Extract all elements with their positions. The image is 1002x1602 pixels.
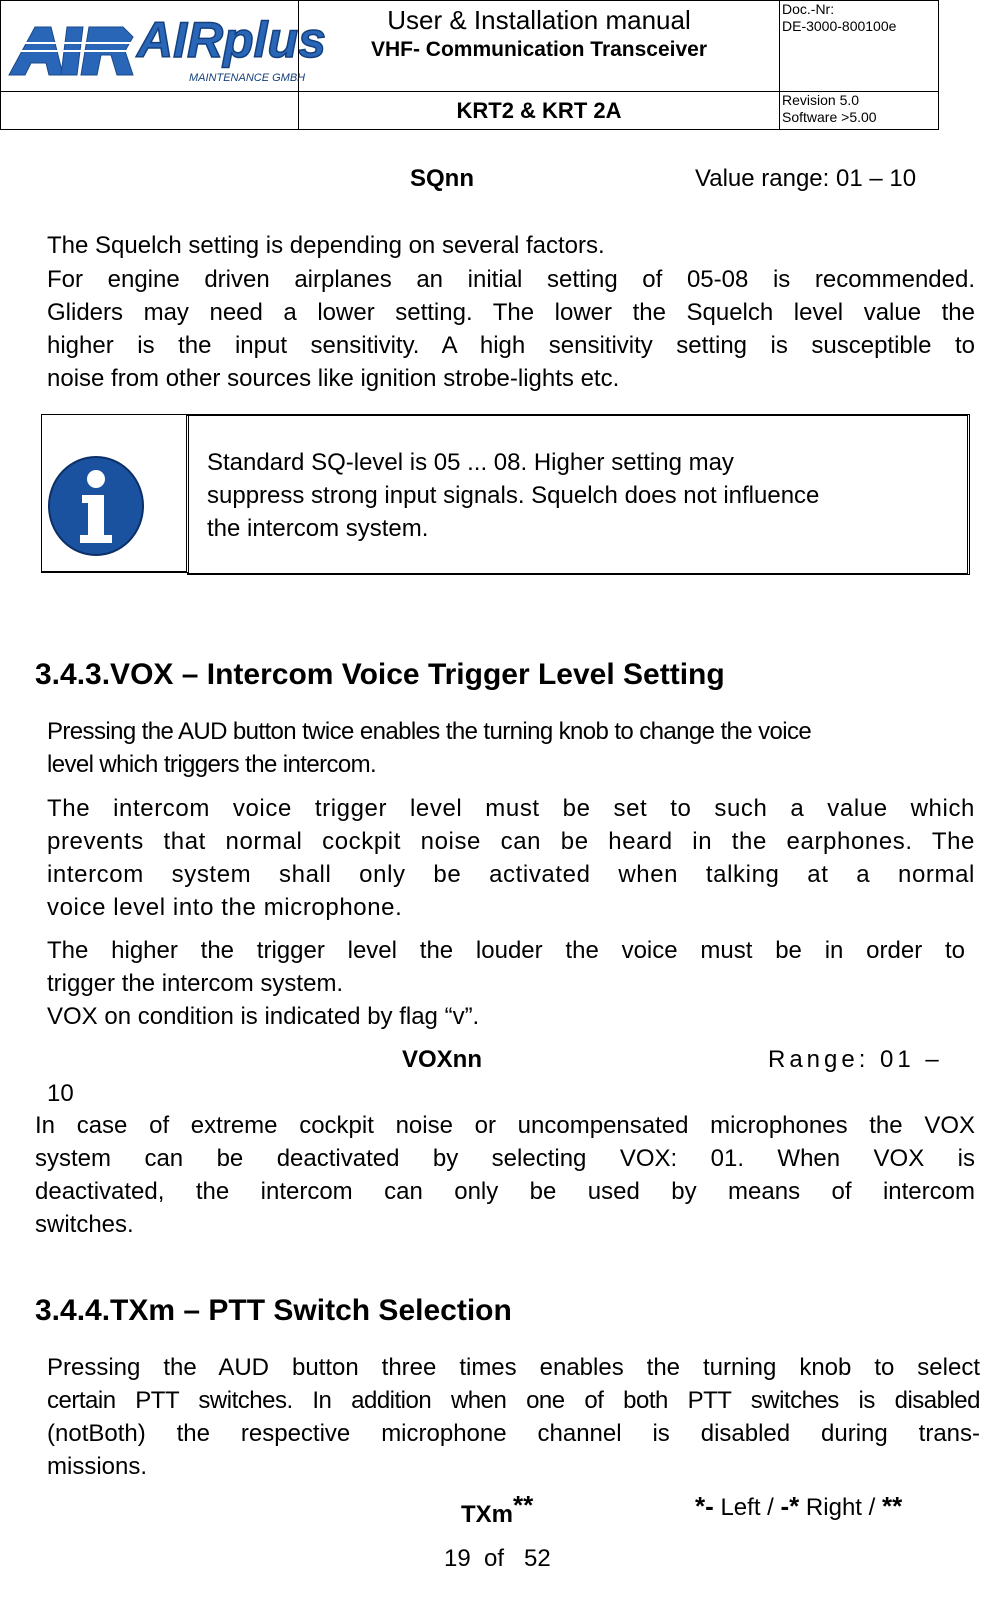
airplus-logo xyxy=(5,7,326,87)
text-line: For engine driven airplanes an initial setting of 05-08 is recommended. xyxy=(47,266,975,293)
squelch-paragraph-2 xyxy=(47,263,975,395)
vox-param: VOXnn xyxy=(402,1046,483,1073)
text-line: voice level into the microphone. xyxy=(47,894,403,921)
title-cell xyxy=(298,0,780,92)
vox-paragraph-4 xyxy=(35,1109,975,1241)
text-line: The higher the trigger level the louder the voice must be in order to xyxy=(47,937,965,964)
text-line: the intercom system. xyxy=(207,515,429,542)
manual-title: User & Installation manual xyxy=(387,5,691,35)
vox-paragraph-1 xyxy=(47,715,967,781)
txm-param-name: TXm xyxy=(461,1501,514,1528)
txm-param xyxy=(461,1490,534,1531)
squelch-range: Value range: 01 – 10 xyxy=(695,165,917,192)
model-name: KRT2 & KRT 2A xyxy=(456,98,622,123)
info-icon xyxy=(46,455,146,557)
logo-cell xyxy=(0,0,326,92)
vox-paragraph-3 xyxy=(47,934,965,1033)
text-line: (notBoth) the respective microphone channel is disabled during trans- xyxy=(47,1420,980,1447)
text-line: suppress strong input signals. Squelch does not influence xyxy=(207,482,820,509)
option-right-label: Right / xyxy=(799,1494,882,1521)
text-line: Standard SQ-level is 05 ... 08. Higher setting may xyxy=(207,449,734,476)
text-line: prevents that normal cockpit noise can be heard in the earphones. The xyxy=(47,828,975,855)
text-line: switches. xyxy=(35,1211,134,1238)
manual-subtitle: VHF- Communication Transceiver xyxy=(370,38,708,61)
info-text xyxy=(207,446,947,545)
vox-range: Range: 01 – xyxy=(768,1046,943,1073)
squelch-paragraph-1: The Squelch setting is depending on several factors. xyxy=(47,232,605,259)
txm-options xyxy=(695,1490,902,1524)
info-text-cell xyxy=(187,414,970,575)
vox-paragraph-2 xyxy=(47,792,975,924)
section-heading-txm: 3.4.4.TXm – PTT Switch Selection xyxy=(35,1294,512,1327)
page-number: 19 of 52 xyxy=(444,1545,551,1572)
txm-paragraph-1 xyxy=(47,1351,980,1483)
blank-cell xyxy=(0,91,299,130)
squelch-param: SQnn xyxy=(410,165,474,192)
text-line: The intercom voice trigger level must be set to such a value which xyxy=(47,795,975,822)
doc-number-label: Doc.-Nr: xyxy=(782,1,835,17)
software-version: Software >5.00 xyxy=(782,109,877,125)
text-line: level which triggers the intercom. xyxy=(47,751,377,778)
option-both-symbol: ** xyxy=(881,1491,903,1521)
doc-number-value: DE-3000-800100e xyxy=(782,18,897,34)
text-line: In case of extreme cockpit noise or uncompensated microphones the VOX xyxy=(35,1112,975,1139)
text-line: missions. xyxy=(47,1453,148,1480)
doc-number-cell xyxy=(779,0,939,92)
option-right-symbol: -* xyxy=(780,1491,800,1521)
option-left-symbol: *- xyxy=(695,1491,714,1521)
info-note-box xyxy=(41,414,970,575)
text-line: Pressing the AUD button twice enables the turning knob to change the voice xyxy=(47,718,812,745)
text-line: Pressing the AUD button three times enables the turning knob to select xyxy=(47,1354,980,1381)
option-left-label: Left / xyxy=(713,1494,781,1521)
txm-param-suffix: ** xyxy=(513,1490,534,1520)
revision: Revision 5.0 xyxy=(782,92,860,108)
text-line: deactivated, the intercom can only be used by means of intercom xyxy=(35,1178,975,1205)
logo-subtitle: MAINTENANCE GMBH xyxy=(189,72,306,84)
model-cell xyxy=(298,91,780,130)
vox-range-continued: 10 xyxy=(47,1080,74,1107)
logo-plus-text: AIRplus xyxy=(137,12,326,68)
text-line: Gliders may need a lower setting. The lower the Squelch level value the xyxy=(47,299,975,326)
revision-cell xyxy=(779,91,939,130)
section-heading-vox: 3.4.3.VOX – Intercom Voice Trigger Level Setting xyxy=(35,658,725,691)
info-icon-cell xyxy=(41,414,189,573)
text-line: intercom system shall only be activated when talking at a normal xyxy=(47,861,975,888)
text-line: system can be deactivated by selecting VOX: 01. When VOX is xyxy=(35,1145,975,1172)
text-line: higher is the input sensitivity. A high sensitivity setting is susceptible to xyxy=(47,332,975,359)
text-line: trigger the intercom system. xyxy=(47,970,344,997)
document-header xyxy=(0,0,939,130)
text-line: noise from other sources like ignition strobe-lights etc. xyxy=(47,365,620,392)
text-line: certain PTT switches. In addition when one of both PTT switches is disabled xyxy=(47,1387,980,1414)
text-line: VOX on condition is indicated by flag “v”. xyxy=(47,1003,480,1030)
